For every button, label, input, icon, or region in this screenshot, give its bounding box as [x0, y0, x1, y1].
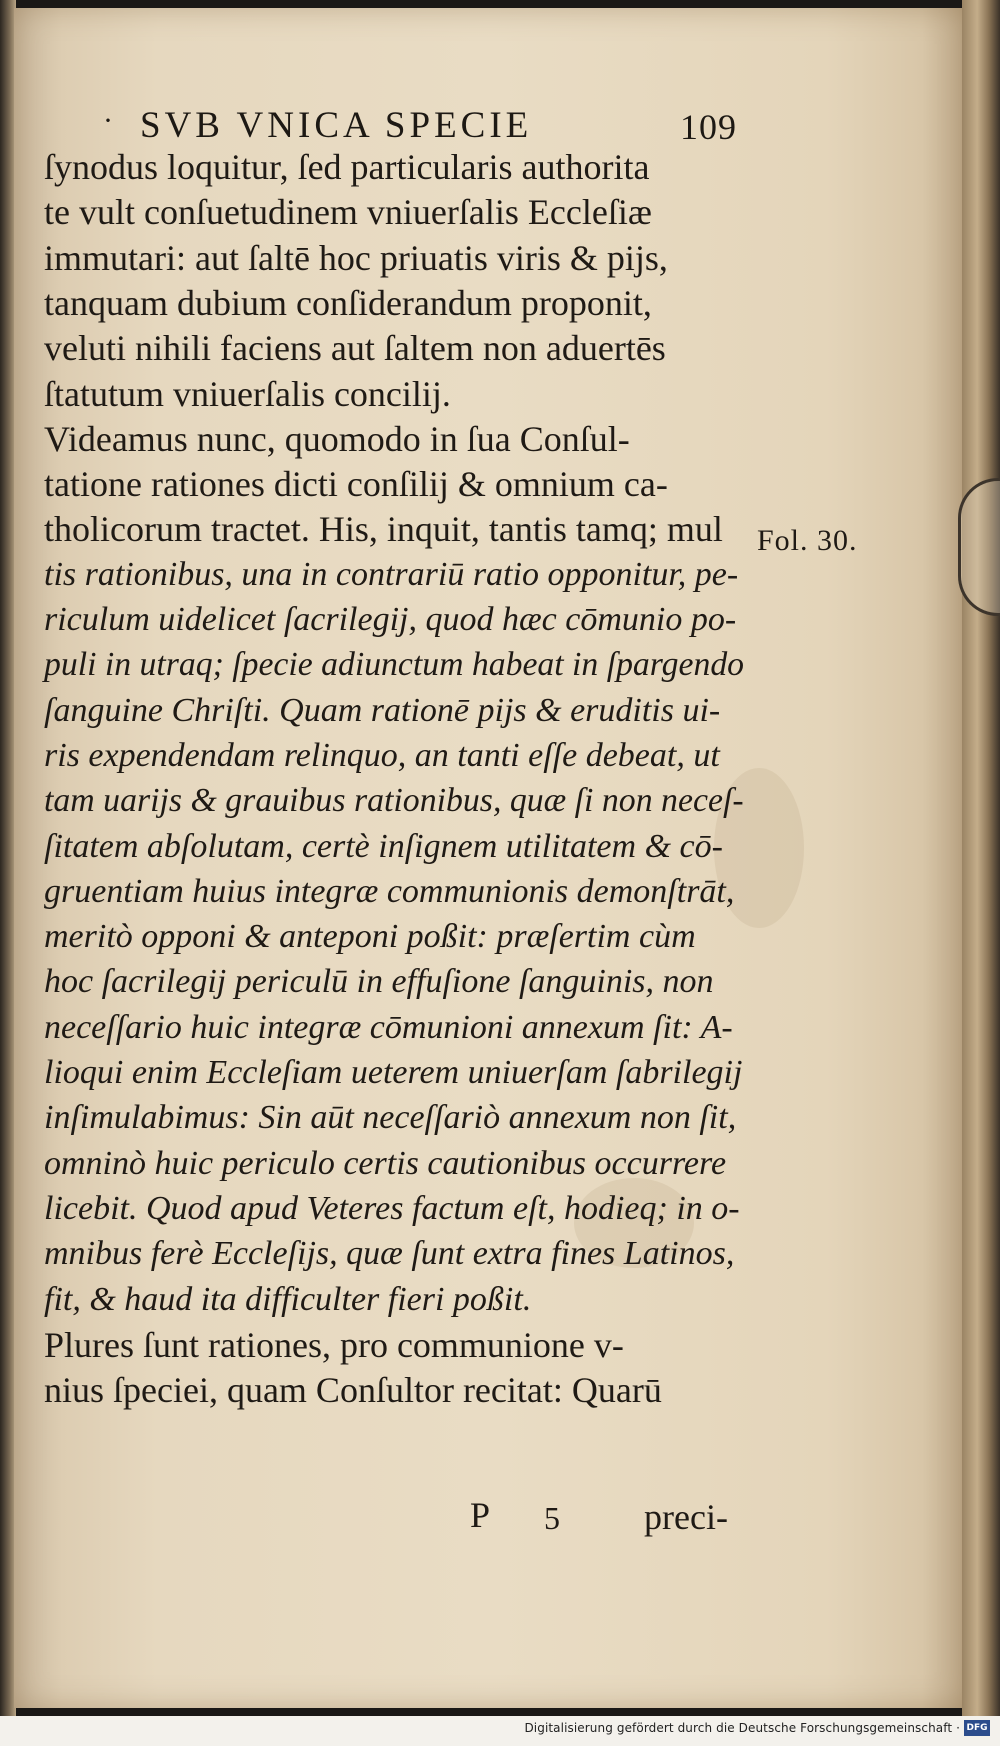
text-line: tatione rationes dicti conſilij & omnium ca-: [44, 464, 668, 505]
text-line: hoc ſacrilegij periculū in effuſione ſanguinis, non: [44, 963, 714, 1001]
text-line: gruentiam huius integræ communionis demonſtrāt,: [44, 872, 735, 910]
footer-credit: Digitalisierung gefördert durch die Deutsche Forschungsgemeinschaft ·: [524, 1721, 960, 1735]
text-line: tanquam dubium conſiderandum proponit,: [44, 282, 652, 323]
running-head-dot: ·: [103, 104, 113, 137]
text-line: riculum uidelicet ſacrilegij, quod hæc cōmunio po-: [44, 601, 737, 638]
text-line: te vult conſuetudinem vniuerſalis Eccleſiæ: [44, 192, 652, 233]
text-line: ſitatem abſolutam, certè inſignem utilitatem & cō-: [44, 827, 723, 865]
dfg-logo: DFG: [964, 1720, 990, 1736]
text-line: fit, & haud ita difficulter fieri poßit.: [44, 1280, 532, 1318]
text-line: puli in utraq; ſpecie adiunctum habeat in ſpargendo: [44, 646, 745, 684]
text-line: inſimulabimus: Sin aūt neceſſariò annexum non ſit,: [44, 1099, 737, 1137]
catchword: preci-: [644, 1497, 728, 1537]
text-line: neceſſario huic integræ cōmunioni annexum ſit: A-: [44, 1008, 733, 1046]
text-line: ſtatutum vniuerſalis concilij.: [44, 373, 451, 414]
text-line: ſynodus loquitur, ſed particularis authorita: [44, 147, 650, 187]
margin-note: Fol. 30.: [757, 524, 858, 557]
text-line: tam uarijs & grauibus rationibus, quæ ſi non neceſ-: [44, 782, 744, 820]
running-head-title: SVB VNICA SPECIE: [140, 105, 533, 146]
text-line: mnibus ferè Eccleſijs, quæ ſunt extra fines Latinos,: [44, 1235, 735, 1273]
text-line: ris expendendam relinquo, an tanti eſſe debeat, ut: [44, 736, 720, 774]
signature-mark: P: [470, 1495, 491, 1535]
text-line: tis rationibus, una in contrariū ratio opponitur, pe-: [44, 555, 739, 593]
text-line: tholicorum tractet. His, inquit, tantis tamq; mul: [44, 509, 723, 550]
text-line: omninò huic periculo certis cautionibus occurrere: [44, 1144, 727, 1182]
page-number: 109: [680, 107, 737, 147]
text-line: ſanguine Chriſti. Quam rationē pijs & eruditis ui-: [44, 691, 721, 729]
text-line: Plures ſunt rationes, pro communione v-: [44, 1324, 624, 1365]
text-line: nius ſpeciei, quam Conſultor recitat: Quarū: [44, 1370, 662, 1411]
text-line: immutari: aut ſaltē hoc priuatis viris & pijs,: [44, 237, 668, 278]
page-clip-mark: [958, 478, 1000, 616]
text-line: lioqui enim Eccleſiam ueterem uniuerſam ſabrilegij: [44, 1054, 743, 1091]
signature-number: 5: [544, 1500, 560, 1536]
text-line: Videamus nunc, quomodo in ſua Conſul-: [44, 418, 630, 459]
text-line: meritò opponi & anteponi poßit: præſertim cùm: [44, 918, 696, 956]
text-line: veluti nihili faciens aut ſaltem non aduertēs: [44, 328, 666, 369]
book-right-edge: [962, 0, 1000, 1716]
text-line: licebit. Quod apud Veteres factum eſt, hodieq; in o-: [44, 1189, 740, 1227]
